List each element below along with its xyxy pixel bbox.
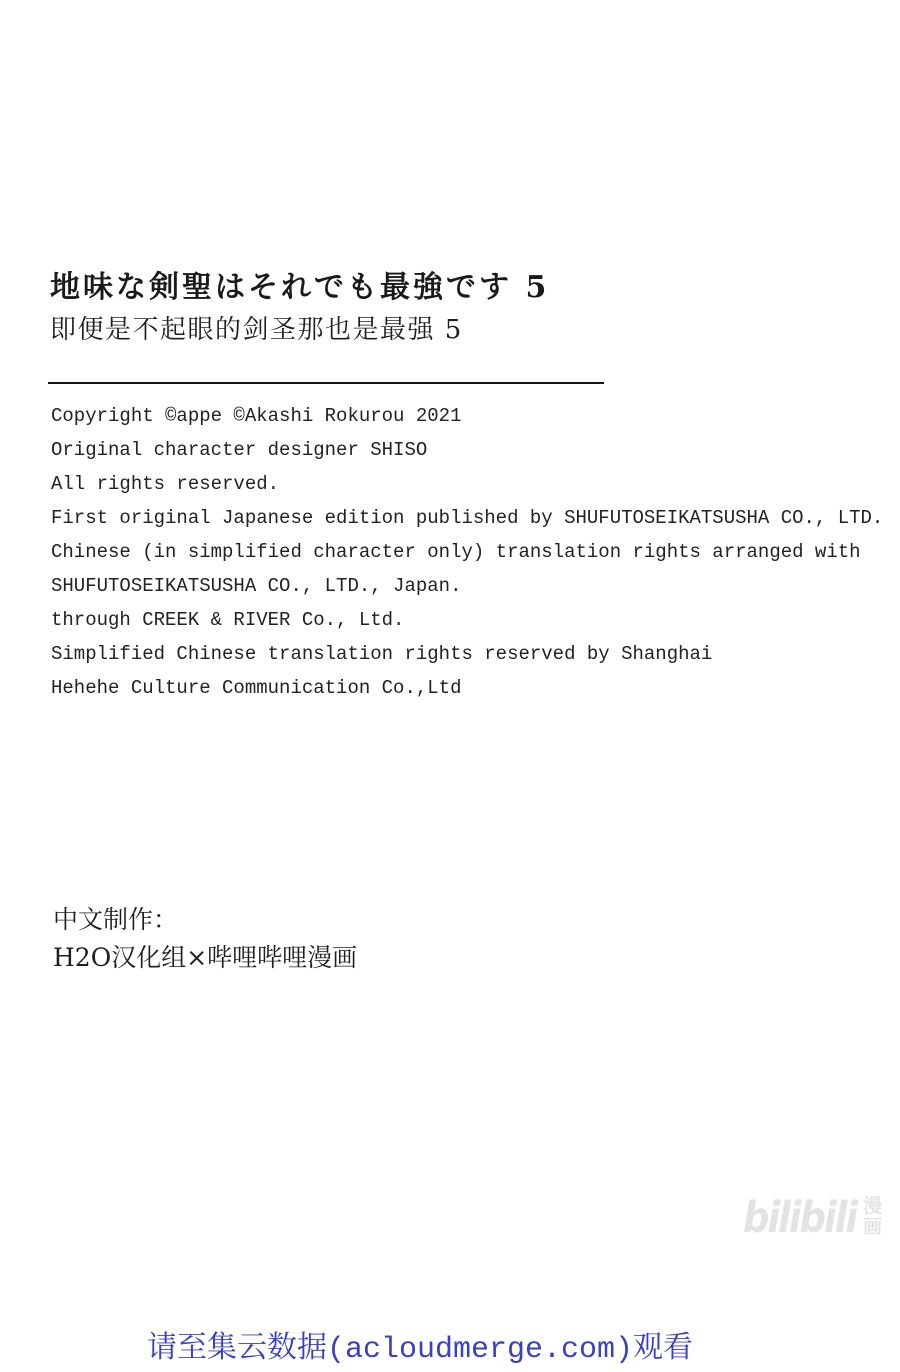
credits-label: 中文制作： — [53, 905, 179, 934]
footer-notice: 请至集云数据(acloudmerge.com)观看 — [146, 1333, 694, 1367]
copyright-line: All rights reserved. — [51, 473, 280, 495]
copyright-line: SHUFUTOSEIKATSUSHA CO., LTD., Japan. — [51, 575, 462, 597]
copyright-line: through CREEK & RIVER Co., Ltd. — [51, 609, 405, 631]
manga-label — [863, 1196, 882, 1238]
bilibili-logo: bilibili — [743, 1192, 857, 1242]
title-chinese: 即便是不起眼的剑圣那也是最强 5 — [50, 315, 463, 345]
copyright-line: Hehehe Culture Communication Co.,Ltd — [51, 677, 462, 699]
copyright-line: First original Japanese edition published by SHUFUTOSEIKATSUSHA CO., LTD. — [51, 507, 884, 529]
copyright-line: Original character designer SHISO — [51, 439, 428, 461]
chinese-credits-block — [53, 901, 357, 977]
bilibili-manga-watermark — [743, 1192, 883, 1242]
copyright-line: Simplified Chinese translation rights reserved by Shanghai — [51, 643, 713, 665]
divider-line — [48, 382, 604, 384]
copyright-block — [51, 399, 883, 705]
title-japanese: 地味な剣聖はそれでも最強です 5 — [50, 270, 550, 305]
credits-groups: H2O汉化组×哔哩哔哩漫画 — [53, 943, 358, 972]
manga-label-char: 画 — [863, 1216, 883, 1238]
copyright-line: Copyright ©appe ©Akashi Rokurou 2021 — [51, 405, 462, 427]
manga-label-char: 漫 — [863, 1195, 883, 1217]
copyright-line: Chinese (in simplified character only) translation rights arranged with — [51, 541, 861, 563]
